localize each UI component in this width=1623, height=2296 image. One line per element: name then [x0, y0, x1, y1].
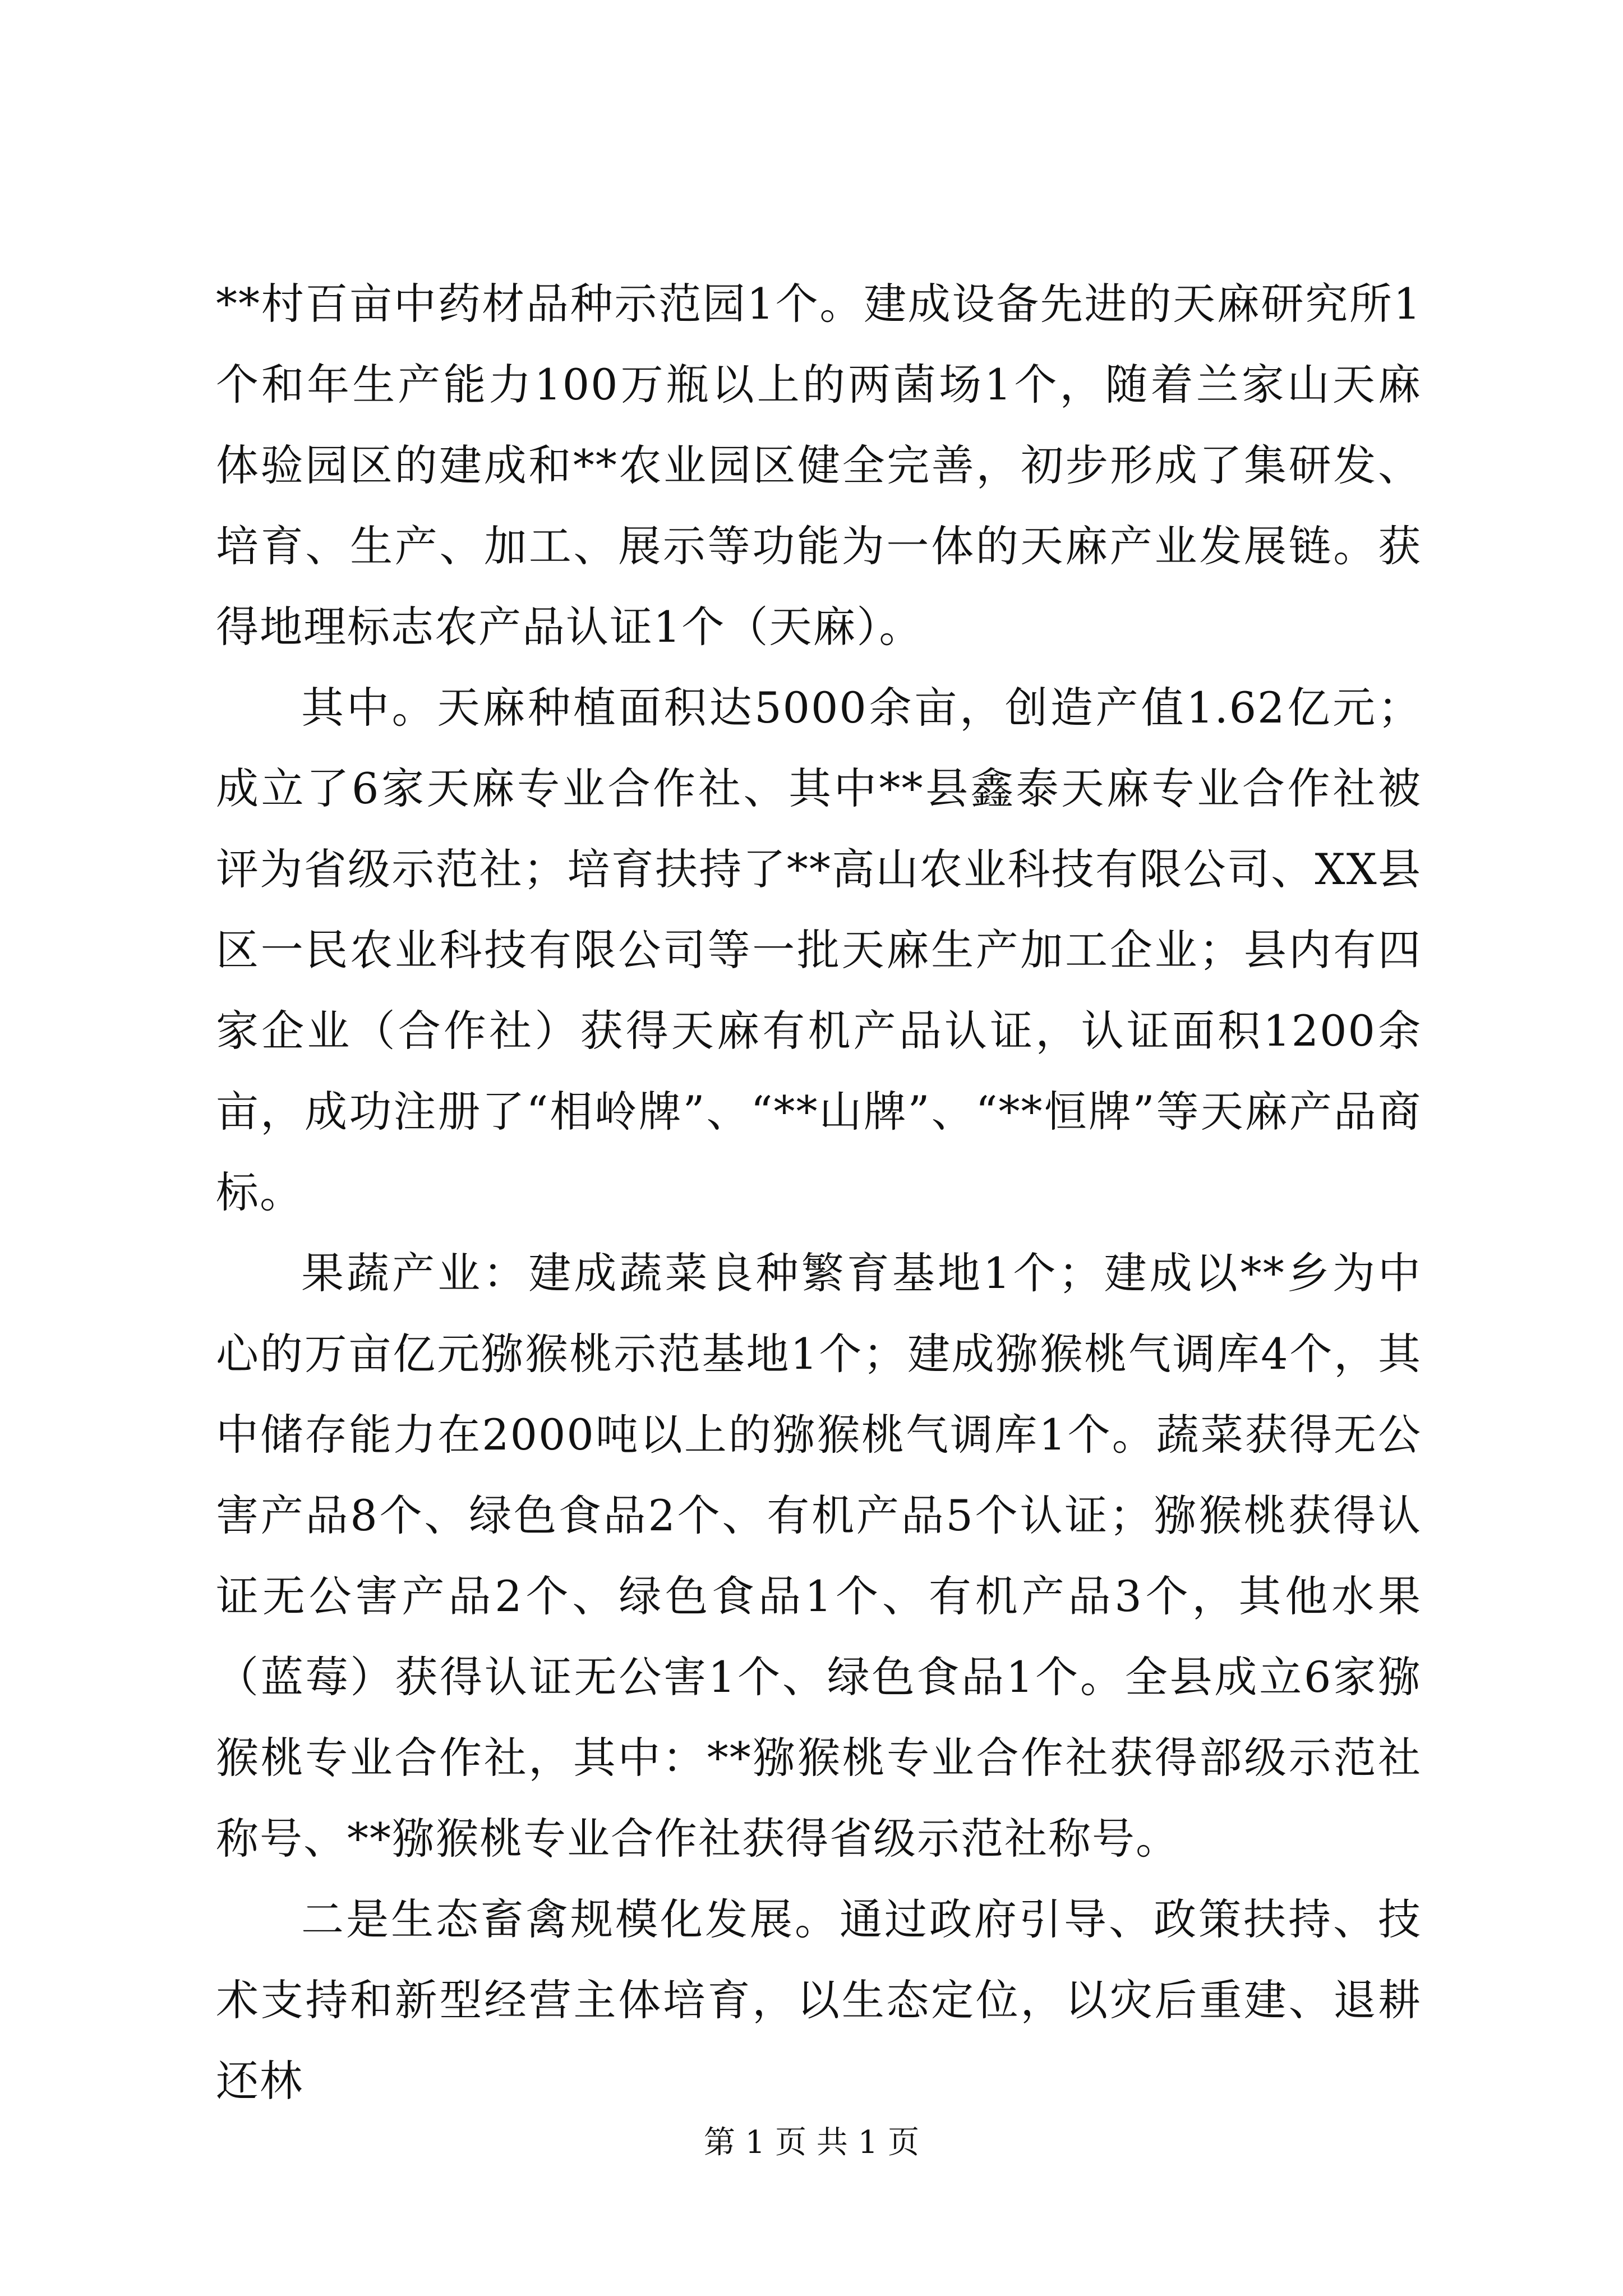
paragraph-1: **村百亩中药材品种示范园1个。建成设备先进的天麻研究所1个和年生产能力100万瓶以上的两菌场1个，随着兰家山天麻体验园区的建成和**农业园区健全完善，初步形成了集研发、培育、生产、加工、展示等功能为一体的天麻产业发展链。获得地理标志农产品认证1个（天麻）。 — [216, 279, 1422, 652]
paragraph-4: 二是生态畜禽规模化发展。通过政府引导、政策扶持、技术支持和新型经营主体培育，以生态定位，以灾后重建、退耕还林 — [216, 1894, 1422, 2106]
paragraph-2: 其中。天麻种植面积达5000余亩，创造产值1.62亿元；成立了6家天麻专业合作社、其中**县鑫泰天麻专业合作社被评为省级示范社；培育扶持了**高山农业科技有限公司、XX县区一民农业科技有限公司等一批天麻生产加工企业；县内有四家企业（合作社）获得天麻有机产品认证，认证面积1200余亩，成功注册了“相岭牌”、“**山牌”、“**恒牌”等天麻产品商标。 — [216, 683, 1422, 1217]
page-number-footer: 第 1 页 共 1 页 — [703, 2124, 920, 2161]
paragraph-3: 果蔬产业：建成蔬菜良种繁育基地1个；建成以**乡为中心的万亩亿元猕猴桃示范基地1个；建成猕猴桃气调库4个，其中储存能力在2000吨以上的猕猴桃气调库1个。蔬菜获得无公害产品8个、绿色食品2个、有机产品5个认证；猕猴桃获得认证无公害产品2个、绿色食品1个、有机产品3个，其他水果（蓝莓）获得认证无公害1个、绿色食品1个。全县成立6家猕猴桃专业合作社，其中：**猕猴桃专业合作社获得部级示范社称号、**猕猴桃专业合作社获得省级示范社称号。 — [216, 1248, 1422, 1864]
document-body — [216, 264, 1422, 2122]
